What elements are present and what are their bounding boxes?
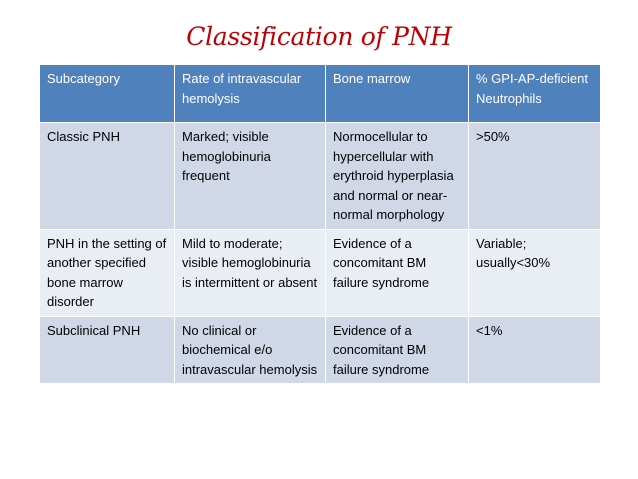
cell-gpi-neutrophils: Variable; usually<30% — [469, 229, 601, 316]
cell-bone-marrow: Normocellular to hypercellular with erythroid hyperplasia and normal or near-normal morphology — [326, 123, 469, 230]
table-row — [40, 229, 601, 316]
cell-bone-marrow: Evidence of a concomitant BM failure syndrome — [326, 229, 469, 316]
slide-title: Classification of PNH — [186, 22, 452, 51]
classification-table — [39, 64, 601, 384]
cell-gpi-neutrophils: <1% — [469, 316, 601, 384]
header-bone-marrow: Bone marrow — [326, 65, 469, 123]
header-hemolysis-rate: Rate of intravascular hemolysis — [175, 65, 326, 123]
table-header-row — [40, 65, 601, 123]
cell-hemolysis-rate: Mild to moderate; visible hemoglobinuria is intermittent or absent — [175, 229, 326, 316]
header-gpi-neutrophils: % GPI-AP-deficient Neutrophils — [469, 65, 601, 123]
cell-bone-marrow: Evidence of a concomitant BM failure syndrome — [326, 316, 469, 384]
cell-subcategory: Subclinical PNH — [40, 316, 175, 384]
cell-hemolysis-rate: Marked; visible hemoglobinuria frequent — [175, 123, 326, 230]
header-subcategory: Subcategory — [40, 65, 175, 123]
table-row — [40, 316, 601, 384]
cell-gpi-neutrophils: >50% — [469, 123, 601, 230]
cell-subcategory: Classic PNH — [40, 123, 175, 230]
cell-subcategory: PNH in the setting of another specified bone marrow disorder — [40, 229, 175, 316]
cell-hemolysis-rate: No clinical or biochemical e/o intravascular hemolysis — [175, 316, 326, 384]
table-row — [40, 123, 601, 230]
